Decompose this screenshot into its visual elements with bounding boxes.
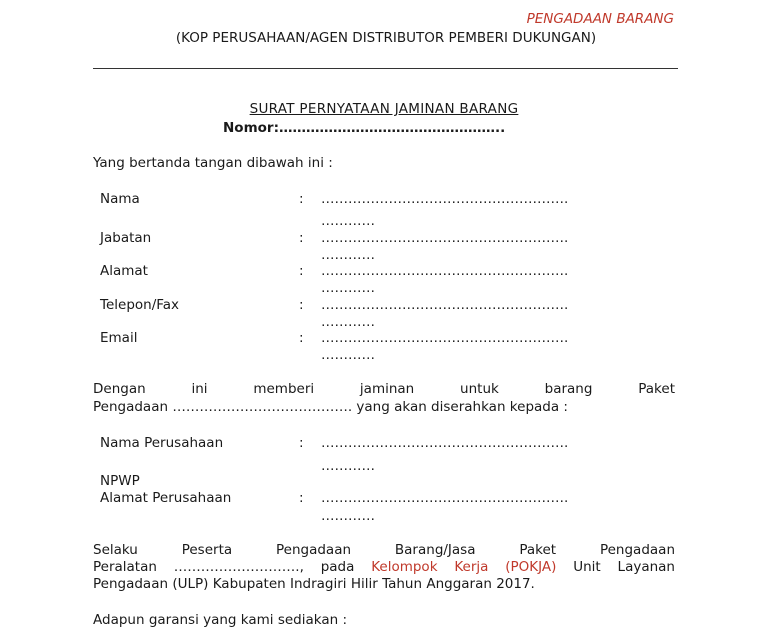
- field-label: Telepon/Fax: [100, 297, 180, 313]
- participant-paragraph-line2: [93, 558, 675, 576]
- field-label: Alamat: [100, 263, 148, 279]
- header-divider: [93, 68, 678, 69]
- participant-paragraph-line1: Selaku Peserta Pengadaan Barang/Jasa Paket Pengadaan: [93, 542, 675, 558]
- field-colon: :: [299, 297, 304, 313]
- field-label: Nama Perusahaan: [100, 435, 224, 451]
- field-colon: :: [299, 490, 304, 506]
- field-dots: ……………………………………………….: [321, 191, 569, 207]
- field-dots: ……………………………………………….: [321, 490, 569, 506]
- participant-line2-start: Peralatan ………………………., pada: [93, 559, 372, 575]
- field-dots: ……………………………………………….: [321, 230, 569, 246]
- document-title: SURAT PERNYATAAN JAMINAN BARANG: [249, 101, 519, 117]
- field-dots-continued: …………: [321, 508, 375, 524]
- field-dots: ……………………………………………….: [321, 297, 569, 313]
- field-colon: :: [299, 330, 304, 346]
- field-dots-continued: …………: [321, 458, 375, 474]
- field-colon: :: [299, 263, 304, 279]
- document-category: PENGADAAN BARANG: [526, 11, 674, 27]
- field-label: NPWP: [100, 473, 140, 489]
- participant-paragraph-line3: Pengadaan (ULP) Kabupaten Indragiri Hilir Tahun Anggaran 2017.: [93, 576, 535, 592]
- field-label: Nama: [100, 191, 140, 207]
- field-dots-continued: …………: [321, 314, 375, 330]
- field-dots-continued: …………: [321, 247, 375, 263]
- field-dots: ……………………………………………….: [321, 263, 569, 279]
- document-number: Nomor:…………………………………………..: [223, 120, 506, 136]
- field-dots-continued: …………: [321, 213, 375, 229]
- letterhead-placeholder: (KOP PERUSAHAAN/AGEN DISTRIBUTOR PEMBERI DUKUNGAN): [175, 30, 597, 46]
- field-colon: :: [299, 230, 304, 246]
- field-dots-continued: …………: [321, 347, 375, 363]
- guarantee-paragraph-line2: Pengadaan …………………………………. yang akan diserahkan kepada :: [93, 399, 568, 415]
- field-colon: :: [299, 435, 304, 451]
- field-label: Jabatan: [100, 230, 152, 246]
- participant-line2-end: Unit Layanan: [556, 559, 675, 575]
- pokja-highlight: Kelompok Kerja (POKJA): [371, 559, 557, 575]
- field-dots: ……………………………………………….: [321, 330, 569, 346]
- warranty-intro: Adapun garansi yang kami sediakan :: [93, 612, 348, 628]
- guarantee-paragraph-line1: Dengan ini memberi jaminan untuk barang Paket: [93, 381, 675, 397]
- field-label: Alamat Perusahaan: [100, 490, 232, 506]
- field-dots: ……………………………………………….: [321, 435, 569, 451]
- intro-text: Yang bertanda tangan dibawah ini :: [93, 155, 333, 171]
- field-colon: :: [299, 191, 304, 207]
- field-label: Email: [100, 330, 138, 346]
- field-dots-continued: …………: [321, 280, 375, 296]
